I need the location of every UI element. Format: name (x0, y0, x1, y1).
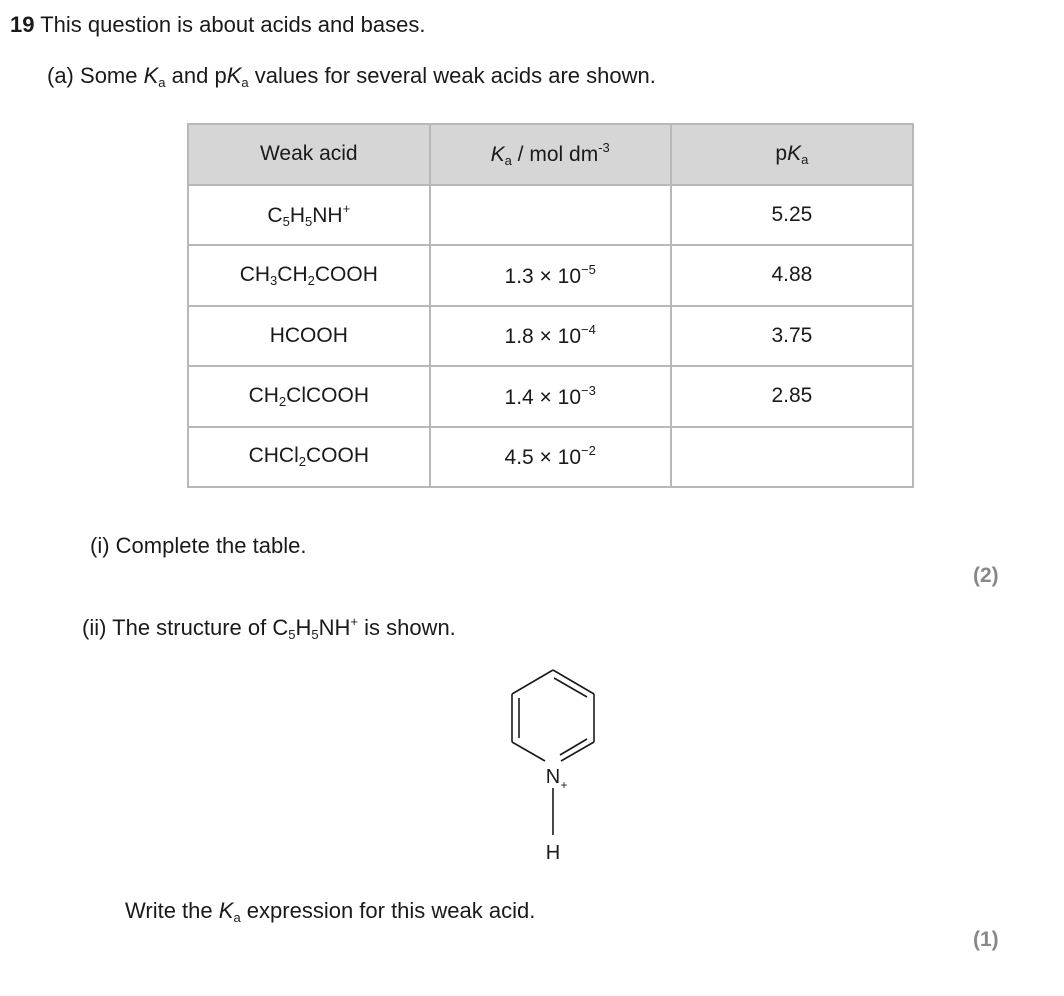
ring-bond (512, 670, 553, 694)
ring-bond (512, 742, 545, 761)
acid-cell: $C_5H_5NH^+$ (188, 185, 430, 246)
table-header-row (188, 124, 913, 185)
acid-cell: $CH_3CH_2COOH$ (188, 245, 430, 306)
header-weak-acid: Weak acid (188, 124, 430, 185)
write-ka-instruction: Write the $K_a$ expression for this weak acid. (125, 898, 536, 925)
ka-cell: $1.4 \times 10^{-3}$ (430, 366, 671, 427)
pka-cell: 2.85 (671, 366, 913, 427)
part-i-text: (i) Complete the table. (90, 533, 307, 558)
hydrogen-label: H (545, 842, 561, 864)
table-row (188, 366, 913, 427)
ka-cell-blank[interactable] (430, 185, 671, 246)
double-bond (560, 739, 587, 755)
header-pka: $pK_a$ (671, 124, 913, 185)
marks-part-i: (2) (973, 564, 999, 587)
question-intro: This question is about acids and bases. (40, 12, 426, 37)
charge-label: + (560, 778, 568, 792)
ring-bond (553, 670, 594, 694)
part-a-text: (a) Some $K_a$ and $pK_a$ values for several weak acids are shown. (47, 63, 656, 90)
nitrogen-label: N (545, 766, 561, 788)
pka-cell: 5.25 (671, 185, 913, 246)
table-row (188, 245, 913, 306)
pka-cell-blank[interactable] (671, 427, 913, 488)
ka-cell: $1.8 \times 10^{-4}$ (430, 306, 671, 367)
part-ii-label: (ii) (82, 615, 107, 640)
part-a-label: (a) (47, 63, 74, 88)
marks-part-ii: (1) (973, 928, 999, 951)
table-row (188, 185, 913, 246)
acid-cell: CHCl$_2$COOH (188, 427, 430, 488)
question-heading (10, 12, 425, 38)
ka-cell: $1.3 \times 10^{-5}$ (430, 245, 671, 306)
pyridinium-structure (500, 665, 610, 870)
weak-acid-table (187, 123, 914, 488)
part-ii-text: (ii) The structure of $C_5H_5NH^+$ is shown. (82, 614, 456, 642)
part-i-label: (i) (90, 533, 110, 558)
header-ka: $K_a$ / mol $dm^{-3}$ (430, 124, 671, 185)
pka-cell: 4.88 (671, 245, 913, 306)
acid-cell: HCOOH (188, 306, 430, 367)
pka-cell: 3.75 (671, 306, 913, 367)
acid-cell: $CH_2ClCOOH$ (188, 366, 430, 427)
question-number: 19 (10, 12, 35, 37)
ka-cell: $4.5 \times 10^{-2}$ (430, 427, 671, 488)
table-row (188, 427, 913, 488)
table-row (188, 306, 913, 367)
